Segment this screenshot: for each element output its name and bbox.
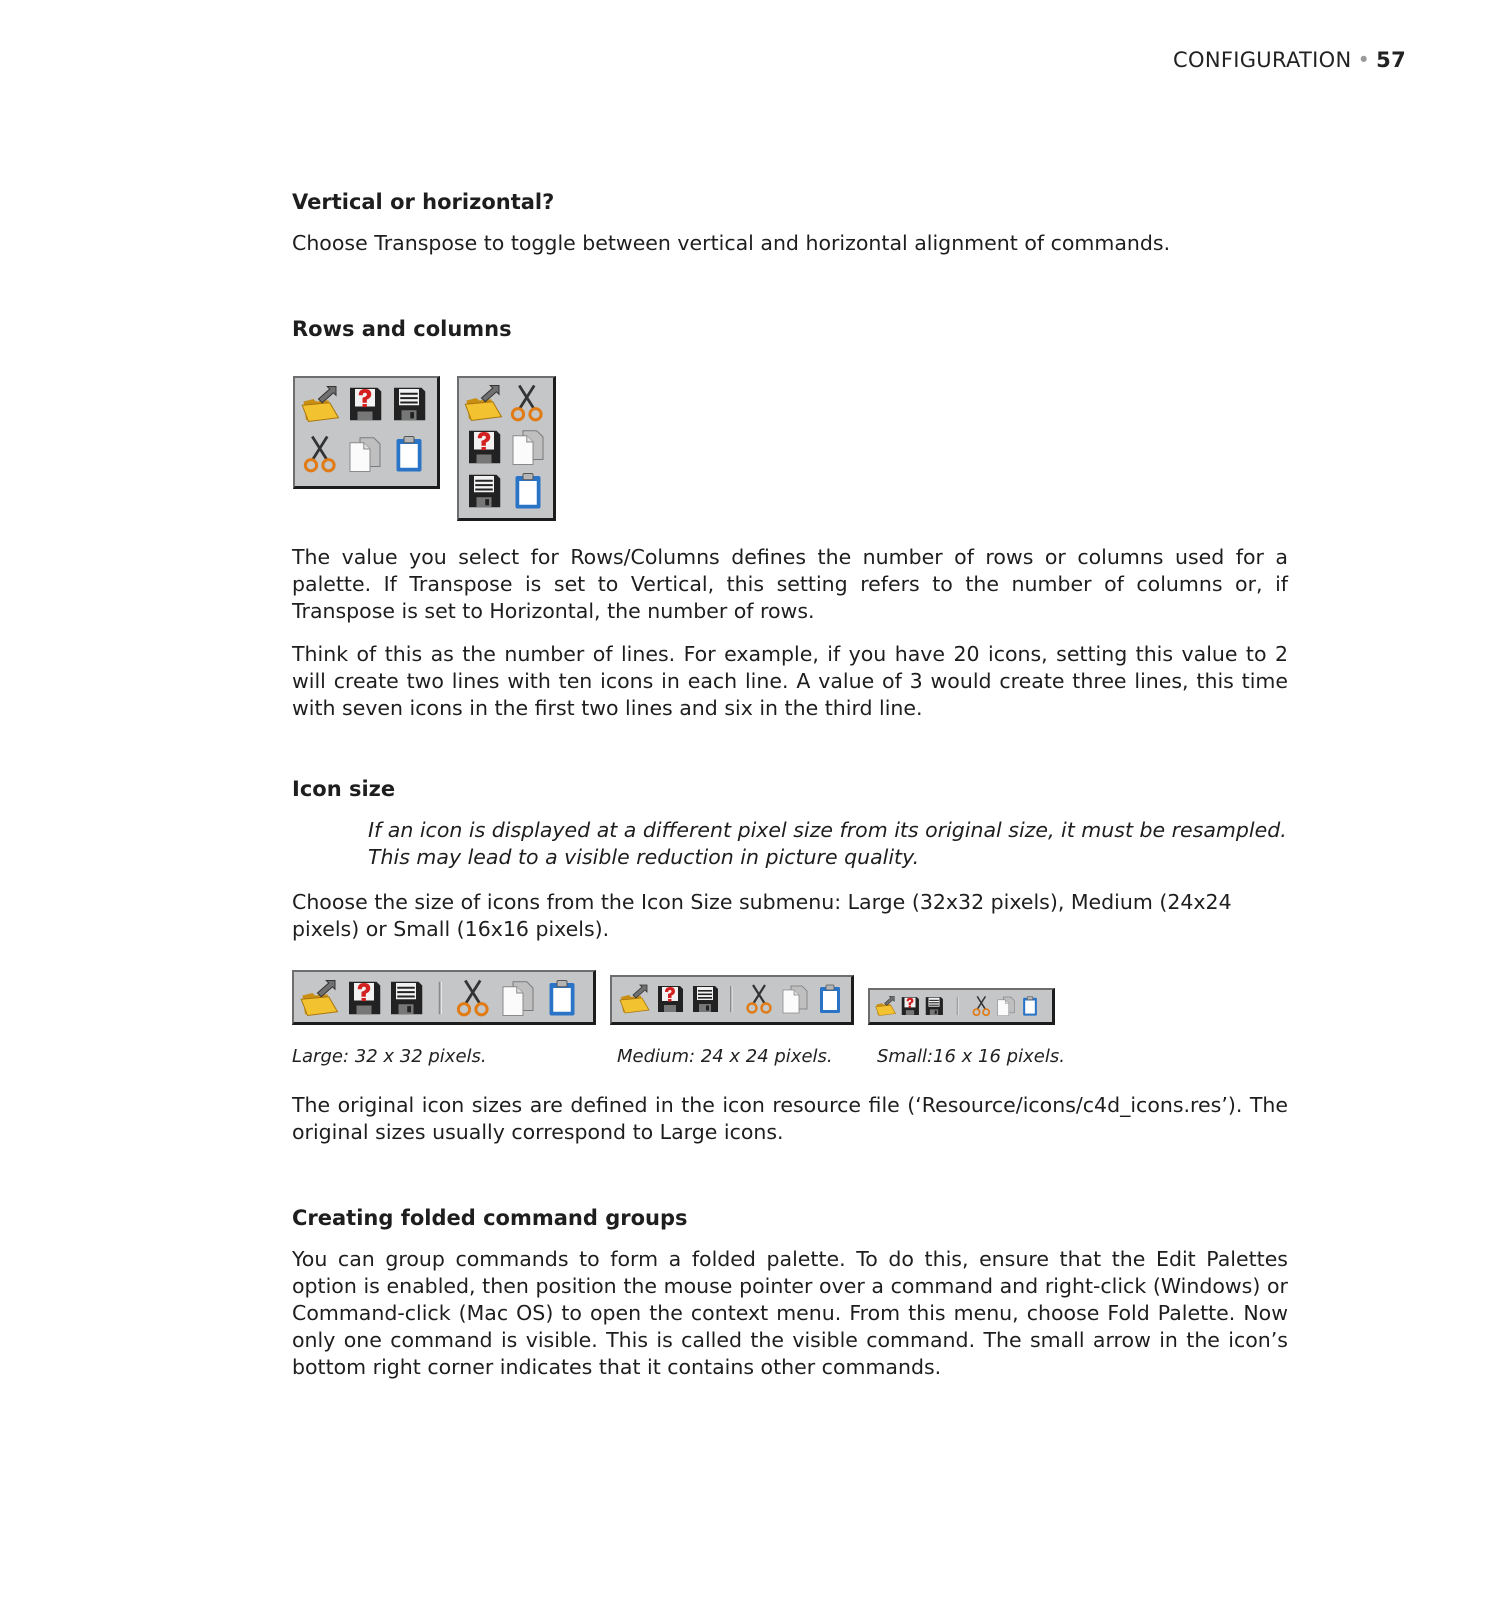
- scissors-icon: [454, 978, 494, 1018]
- palette-two-columns: [457, 376, 556, 521]
- heading-folded-groups: Creating folded command groups: [292, 1206, 688, 1230]
- palette-medium-icons: [610, 975, 854, 1025]
- note-resampling: If an icon is displayed at a different pixel size from its original size, it must be resampled. This may lead to a visible reduction in picture quality.: [368, 818, 1287, 869]
- clipboard-icon: [1019, 995, 1041, 1017]
- caption-large: Large: 32 x 32 pixels.: [292, 1046, 487, 1067]
- paragraph-rows-columns-1: The value you select for Rows/Columns defines the number of rows or columns used for a palette. If Transpose is set to Vertical, this setting refers to the number of columns or, if Transpose is set to Horizontal, the number of rows.: [292, 545, 1288, 623]
- paragraph-icon-size: Choose the size of icons from the Icon Size submenu: Large (32x32 pixels), Medium (24x24 pixels) or Small (16x16 pixels).: [292, 890, 1232, 941]
- help-disk-icon: [464, 427, 504, 467]
- copy-icon: [498, 978, 538, 1018]
- help-disk-icon: [344, 978, 384, 1018]
- clipboard-icon: [814, 983, 846, 1015]
- heading-icon-size: Icon size: [292, 777, 396, 801]
- copy-icon: [995, 995, 1017, 1017]
- scissors-icon: [971, 995, 993, 1017]
- separator-icon: [728, 983, 734, 1015]
- heading-rows-columns: Rows and columns: [292, 317, 512, 341]
- paragraph-transpose: Choose Transpose to toggle between vertical and horizontal alignment of commands.: [292, 231, 1171, 255]
- scissors-icon: [744, 983, 776, 1015]
- copy-icon: [345, 434, 385, 474]
- bullet-separator: •: [1357, 48, 1371, 72]
- open-folder-icon: [464, 383, 504, 423]
- palette-two-rows: [293, 376, 440, 489]
- paragraph-rows-columns-2: Think of this as the number of lines. For example, if you have 20 icons, setting this value to 2 will create two lines with ten icons in each line. A value of 3 would create three lines, this time with seven icons in the first two lines and six in the third line.: [292, 642, 1288, 720]
- open-folder-icon: [875, 995, 897, 1017]
- save-disk-icon: [923, 995, 945, 1017]
- help-disk-icon: [654, 983, 686, 1015]
- save-disk-icon: [389, 384, 429, 424]
- save-disk-icon: [386, 978, 426, 1018]
- section-title: CONFIGURATION: [1173, 48, 1352, 72]
- copy-icon: [508, 427, 548, 467]
- palette-large-icons: [292, 970, 596, 1025]
- paragraph-folded-groups: You can group commands to form a folded palette. To do this, ensure that the Edit Palettes option is enabled, then position the mouse pointer over a command and right-click (Windows) or Command-click (Mac OS) to open the context menu. From this menu, choose Fold Palette. Now only one command is visible. This is called the visible command. The small arrow in the icon’s bottom right corner indicates that it contains other commands.: [292, 1247, 1288, 1379]
- palette-small-icons: [868, 988, 1055, 1025]
- copy-icon: [779, 983, 811, 1015]
- scissors-icon: [508, 383, 548, 423]
- running-head: [1173, 48, 1406, 72]
- caption-small: Small:16 x 16 pixels.: [877, 1046, 1065, 1067]
- save-disk-icon: [464, 471, 504, 511]
- save-disk-icon: [689, 983, 721, 1015]
- caption-medium: Medium: 24 x 24 pixels.: [617, 1046, 833, 1067]
- help-disk-icon: [345, 384, 385, 424]
- separator-icon: [436, 978, 444, 1018]
- open-folder-icon: [300, 978, 340, 1018]
- clipboard-icon: [508, 471, 548, 511]
- heading-vertical-horizontal: Vertical or horizontal?: [292, 190, 555, 214]
- paragraph-original-sizes: The original icon sizes are defined in the icon resource file (‘Resource/icons/c4d_icons.res’). The original sizes usually correspond to Large icons.: [292, 1093, 1288, 1144]
- clipboard-icon: [389, 434, 429, 474]
- clipboard-icon: [542, 978, 582, 1018]
- page-number: 57: [1376, 48, 1406, 72]
- help-disk-icon: [899, 995, 921, 1017]
- open-folder-icon: [301, 384, 341, 424]
- scissors-icon: [301, 434, 341, 474]
- separator-icon: [955, 995, 960, 1017]
- open-folder-icon: [619, 983, 651, 1015]
